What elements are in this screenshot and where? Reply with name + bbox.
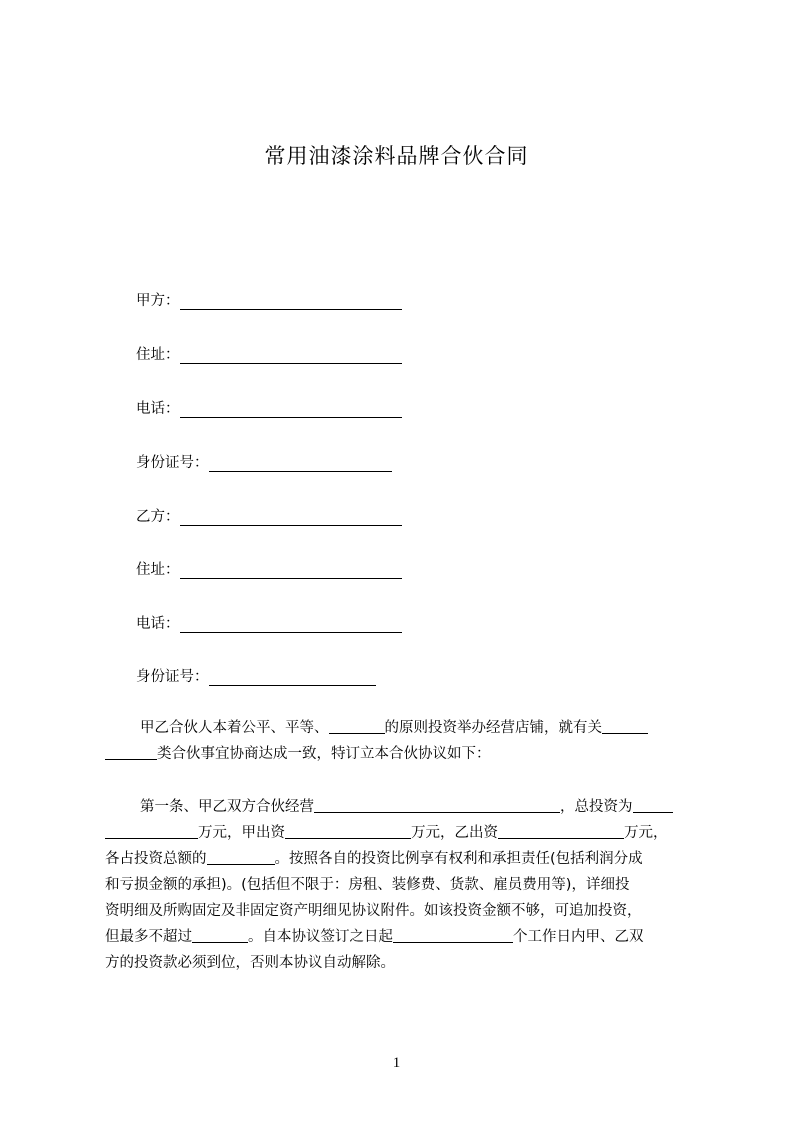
article-1-line-2: [105, 820, 705, 846]
total-investment-blank-2[interactable]: [105, 821, 198, 839]
party-a-name-field[interactable]: [136, 289, 402, 311]
party-a-phone-blank[interactable]: [180, 400, 402, 418]
total-investment-blank-1[interactable]: [633, 795, 673, 813]
article-1-line-6: [105, 924, 705, 950]
article-1-paragraph: [105, 794, 705, 976]
party-a-id-label: 身份证号：: [136, 455, 209, 471]
party-a-address-field[interactable]: [136, 343, 402, 365]
preamble-line-1: [105, 715, 705, 741]
party-b-address-blank[interactable]: [180, 561, 402, 579]
party-a-contribution-blank[interactable]: [285, 821, 411, 839]
party-b-contribution-blank[interactable]: [498, 821, 624, 839]
party-a-phone-label: 电话：: [136, 401, 180, 417]
party-b-id-field[interactable]: [136, 665, 376, 687]
max-additional-investment-blank[interactable]: [192, 925, 248, 943]
article-1-text-9: 。自本协议签订之日起: [248, 929, 393, 945]
business-type-blank-2[interactable]: [105, 742, 157, 760]
party-a-address-blank[interactable]: [180, 346, 402, 364]
party-b-phone-field[interactable]: [136, 612, 402, 634]
article-1-text-7: 。按照各自的投资比例享有权利和承担责任(包括利润分成: [274, 851, 643, 867]
party-a-phone-field[interactable]: [136, 397, 402, 419]
business-type-blank-1[interactable]: [602, 716, 648, 734]
party-a-id-field[interactable]: [136, 451, 392, 473]
article-1-text-1: 第一条、甲乙双方合伙经营: [140, 799, 314, 815]
party-b-id-blank[interactable]: [209, 668, 376, 686]
page-number: 1: [392, 1055, 401, 1071]
share-percentage-blank[interactable]: [207, 847, 275, 865]
article-1-text-8: 但最多不超过: [105, 929, 192, 945]
party-b-address-label: 住址：: [136, 562, 180, 578]
article-1-line-4: 和亏损金额的承担)。(包括但不限于：房租、装修费、货款、雇员费用等)，详细投: [105, 877, 630, 893]
article-1-text-10: 个工作日内甲、乙双: [513, 929, 644, 945]
article-1-line-5: 资明细及所购固定及非固定资产明细见协议附件。如该投资金额不够，可追加投资，: [105, 903, 642, 919]
party-a-name-label: 甲方：: [136, 293, 180, 309]
party-b-name-label: 乙方：: [136, 509, 180, 525]
preamble-text-1: 甲乙合伙人本着公平、平等、: [140, 720, 329, 736]
party-b-name-blank[interactable]: [180, 508, 402, 526]
page-title: 常用油漆涂料品牌合伙合同: [264, 144, 529, 168]
article-1-text-2: ，总投资为: [560, 799, 633, 815]
party-b-id-label: 身份证号：: [136, 669, 209, 685]
article-1-line-7: 方的投资款必须到位，否则本协议自动解除。: [105, 955, 395, 971]
article-1-text-3: 万元，甲出资: [198, 825, 285, 841]
party-b-address-field[interactable]: [136, 558, 402, 580]
party-a-name-blank[interactable]: [180, 292, 402, 310]
article-1-text-5: 万元，: [624, 825, 668, 841]
principle-blank[interactable]: [329, 716, 385, 734]
working-days-blank[interactable]: [393, 925, 513, 943]
preamble-text-3: 类合伙事宜协商达成一致，特订立本合伙协议如下：: [157, 746, 491, 762]
preamble-paragraph: [105, 715, 705, 767]
party-b-phone-label: 电话：: [136, 616, 180, 632]
party-b-name-field[interactable]: [136, 505, 402, 527]
preamble-line-2: [105, 741, 705, 767]
party-a-address-label: 住址：: [136, 347, 180, 363]
article-1-text-4: 万元，乙出资: [411, 825, 498, 841]
party-a-id-blank[interactable]: [209, 454, 392, 472]
business-scope-blank[interactable]: [314, 795, 560, 813]
article-1-text-6: 各占投资总额的: [105, 851, 207, 867]
article-1-line-3: [105, 846, 705, 872]
party-b-phone-blank[interactable]: [180, 615, 402, 633]
preamble-text-2: 的原则投资举办经营店铺，就有关: [384, 720, 602, 736]
article-1-line-1: [105, 794, 705, 820]
